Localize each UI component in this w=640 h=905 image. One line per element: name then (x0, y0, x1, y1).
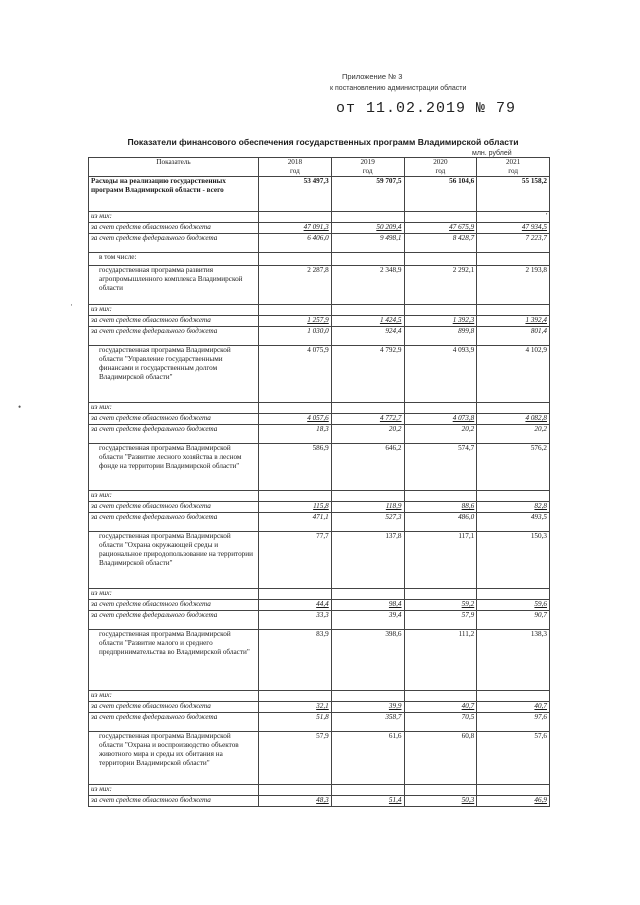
value-cell: 83,9 (259, 630, 332, 691)
row-label: за счет средств федерального бюджета (89, 513, 259, 532)
value-cell: 1 030,0 (259, 327, 332, 346)
decree-reference: к постановлению администрации области (330, 85, 467, 92)
value-cell: 471,1 (259, 513, 332, 532)
value-cell: 56 104,6 (404, 177, 477, 212)
value-cell (259, 403, 332, 414)
table-row (89, 589, 550, 600)
value-cell: 115,8 (259, 502, 332, 513)
row-label: за счет средств федерального бюджета (89, 327, 259, 346)
row-label: из них: (89, 785, 259, 796)
row-label: из них: (89, 305, 259, 316)
value-cell: 53 497,3 (259, 177, 332, 212)
row-label: за счет средств областного бюджета (89, 796, 259, 807)
value-cell (259, 691, 332, 702)
row-label: из них: (89, 589, 259, 600)
value-cell: 57,9 (404, 611, 477, 630)
value-cell: 4 057,6 (259, 414, 332, 425)
row-label: за счет средств федерального бюджета (89, 611, 259, 630)
value-cell: 20,2 (477, 425, 550, 444)
value-cell: 77,7 (259, 532, 332, 589)
value-cell: 924,4 (331, 327, 404, 346)
value-cell: 111,2 (404, 630, 477, 691)
table-row (89, 713, 550, 732)
row-label: государственная программа Владимирской области "Управление государственными финансами и государственным долгом Владимирской области" (89, 346, 259, 403)
value-cell: 801,4 (477, 327, 550, 346)
value-cell: 97,6 (477, 713, 550, 732)
value-cell (331, 785, 404, 796)
table-row (89, 513, 550, 532)
row-label: за счет средств областного бюджета (89, 414, 259, 425)
value-cell: 55 158,2 (477, 177, 550, 212)
table-row (89, 253, 550, 266)
table-row (89, 691, 550, 702)
value-cell: 493,5 (477, 513, 550, 532)
value-cell (331, 212, 404, 223)
value-cell (404, 212, 477, 223)
value-cell: 32,1 (259, 702, 332, 713)
value-cell: 48,3 (259, 796, 332, 807)
value-cell (331, 305, 404, 316)
value-cell (477, 785, 550, 796)
value-cell: 150,3 (477, 532, 550, 589)
value-cell: 4 772,7 (331, 414, 404, 425)
row-label: из них: (89, 491, 259, 502)
value-cell (331, 691, 404, 702)
column-header-indicator: Показатель (89, 158, 259, 177)
value-cell: 138,3 (477, 630, 550, 691)
column-header-year: 2019 год (331, 158, 404, 177)
value-cell (259, 305, 332, 316)
value-cell (477, 305, 550, 316)
value-cell: 118,9 (331, 502, 404, 513)
table-row (89, 796, 550, 807)
table-row (89, 630, 550, 691)
table-row (89, 305, 550, 316)
row-label: за счет средств областного бюджета (89, 316, 259, 327)
value-cell: 70,5 (404, 713, 477, 732)
row-label: за счет средств областного бюджета (89, 600, 259, 611)
value-cell: 33,3 (259, 611, 332, 630)
value-cell: 18,3 (259, 425, 332, 444)
row-label: за счет средств областного бюджета (89, 702, 259, 713)
value-cell: 47 934,5 (477, 223, 550, 234)
document-title: Показатели финансового обеспечения государственных программ Владимирской области (127, 137, 519, 147)
table-row (89, 491, 550, 502)
value-cell (404, 305, 477, 316)
row-label: за счет средств федерального бюджета (89, 713, 259, 732)
value-cell: 586,9 (259, 444, 332, 491)
row-label: государственная программа развития агропромышленного комплекса Владимирской области (89, 266, 259, 305)
value-cell: 527,3 (331, 513, 404, 532)
date-number-stamp: от 11.02.2019 № 79 (336, 100, 517, 117)
value-cell: 358,7 (331, 713, 404, 732)
column-header-year: 2020 год (404, 158, 477, 177)
table-row (89, 234, 550, 253)
value-cell: 59 707,5 (331, 177, 404, 212)
value-cell: 20,2 (331, 425, 404, 444)
value-cell: 2 193,8 (477, 266, 550, 305)
value-cell: 6 406,0 (259, 234, 332, 253)
value-cell: 51,4 (331, 796, 404, 807)
table-row (89, 611, 550, 630)
value-cell: 2 287,8 (259, 266, 332, 305)
value-cell: 82,8 (477, 502, 550, 513)
row-label: за счет средств федерального бюджета (89, 425, 259, 444)
value-cell (331, 491, 404, 502)
value-cell: 4 073,8 (404, 414, 477, 425)
value-cell: 40,7 (477, 702, 550, 713)
table-row (89, 266, 550, 305)
value-cell: 40,7 (404, 702, 477, 713)
value-cell (259, 491, 332, 502)
appendix-label: Приложение № 3 (342, 72, 403, 81)
value-cell: 57,9 (259, 732, 332, 785)
value-cell: 4 792,9 (331, 346, 404, 403)
value-cell (404, 491, 477, 502)
table-row (89, 444, 550, 491)
table-row (89, 403, 550, 414)
row-label: за счет средств областного бюджета (89, 223, 259, 234)
table-row (89, 785, 550, 796)
table-row (89, 346, 550, 403)
value-cell (477, 691, 550, 702)
value-cell (331, 403, 404, 414)
value-cell: 4 075,9 (259, 346, 332, 403)
table-row (89, 425, 550, 444)
table-row (89, 316, 550, 327)
value-cell: 576,2 (477, 444, 550, 491)
scan-mark: · (70, 300, 73, 310)
value-cell (404, 253, 477, 266)
value-cell: 1 392,3 (404, 316, 477, 327)
value-cell (477, 589, 550, 600)
value-cell: 7 223,7 (477, 234, 550, 253)
value-cell: 50,3 (404, 796, 477, 807)
value-cell (331, 589, 404, 600)
value-cell: 9 498,1 (331, 234, 404, 253)
value-cell: 59,6 (477, 600, 550, 611)
value-cell: 20,2 (404, 425, 477, 444)
row-label: за счет средств областного бюджета (89, 502, 259, 513)
row-label: государственная программа Владимирской области "Развитие лесного хозяйства в лесном фонде на территории Владимирской области" (89, 444, 259, 491)
value-cell: 90,7 (477, 611, 550, 630)
table-row (89, 177, 550, 212)
value-cell: 50 209,4 (331, 223, 404, 234)
table-body (89, 177, 550, 807)
value-cell: 486,0 (404, 513, 477, 532)
value-cell: 899,8 (404, 327, 477, 346)
table-row (89, 532, 550, 589)
value-cell (404, 785, 477, 796)
value-cell (331, 253, 404, 266)
table-row (89, 600, 550, 611)
value-cell: 47 675,9 (404, 223, 477, 234)
row-label: государственная программа Владимирской области "Охрана окружающей среды и рациональное природопользование на территории Владимирской области" (89, 532, 259, 589)
value-cell: 4 082,8 (477, 414, 550, 425)
column-header-year: 2021 год (477, 158, 550, 177)
unit-label: млн. рублей (472, 150, 512, 157)
value-cell: 88,6 (404, 502, 477, 513)
value-cell (477, 403, 550, 414)
value-cell: 60,8 (404, 732, 477, 785)
value-cell: 4 093,9 (404, 346, 477, 403)
value-cell: 574,7 (404, 444, 477, 491)
value-cell: 47 091,3 (259, 223, 332, 234)
value-cell: 1 257,9 (259, 316, 332, 327)
value-cell: 4 102,9 (477, 346, 550, 403)
value-cell: 51,8 (259, 713, 332, 732)
value-cell: 2 348,9 (331, 266, 404, 305)
value-cell: 46,9 (477, 796, 550, 807)
table-row (89, 502, 550, 513)
value-cell (259, 253, 332, 266)
value-cell (477, 253, 550, 266)
value-cell: 59,2 (404, 600, 477, 611)
value-cell: 39,4 (331, 611, 404, 630)
document-header (330, 72, 630, 117)
column-header-year: 2018 год (259, 158, 332, 177)
value-cell: 39,9 (331, 702, 404, 713)
value-cell: 137,8 (331, 532, 404, 589)
table-header-row (89, 158, 550, 177)
scan-mark: • (18, 402, 22, 412)
table-row (89, 732, 550, 785)
value-cell: 8 428,7 (404, 234, 477, 253)
row-label: за счет средств федерального бюджета (89, 234, 259, 253)
value-cell: 646,2 (331, 444, 404, 491)
value-cell: 1 392,4 (477, 316, 550, 327)
table-row (89, 212, 550, 223)
row-label: государственная программа Владимирской области "Развитие малого и среднего предпринимательства во Владимирской области" (89, 630, 259, 691)
row-label: государственная программа Владимирской области "Охрана и воспроизводство объектов животного мира и среды их обитания на территории Владимирской области" (89, 732, 259, 785)
row-label: из них: (89, 212, 259, 223)
value-cell (259, 212, 332, 223)
value-cell: 398,6 (331, 630, 404, 691)
table-row (89, 414, 550, 425)
value-cell (404, 589, 477, 600)
row-label: из них: (89, 691, 259, 702)
value-cell: 61,6 (331, 732, 404, 785)
value-cell (259, 589, 332, 600)
value-cell: 2 292,1 (404, 266, 477, 305)
financing-table (88, 157, 550, 807)
value-cell: 44,4 (259, 600, 332, 611)
value-cell: ' (477, 212, 550, 223)
table-row (89, 223, 550, 234)
value-cell (259, 785, 332, 796)
table-row (89, 702, 550, 713)
row-label: в том числе: (89, 253, 259, 266)
value-cell (477, 491, 550, 502)
table-row (89, 327, 550, 346)
value-cell: 1 424,5 (331, 316, 404, 327)
value-cell: 117,1 (404, 532, 477, 589)
value-cell (404, 403, 477, 414)
value-cell: 57,6 (477, 732, 550, 785)
value-cell: 98,4 (331, 600, 404, 611)
value-cell (404, 691, 477, 702)
row-label: Расходы на реализацию государственных программ Владимирской области - всего (89, 177, 259, 212)
row-label: из них: (89, 403, 259, 414)
